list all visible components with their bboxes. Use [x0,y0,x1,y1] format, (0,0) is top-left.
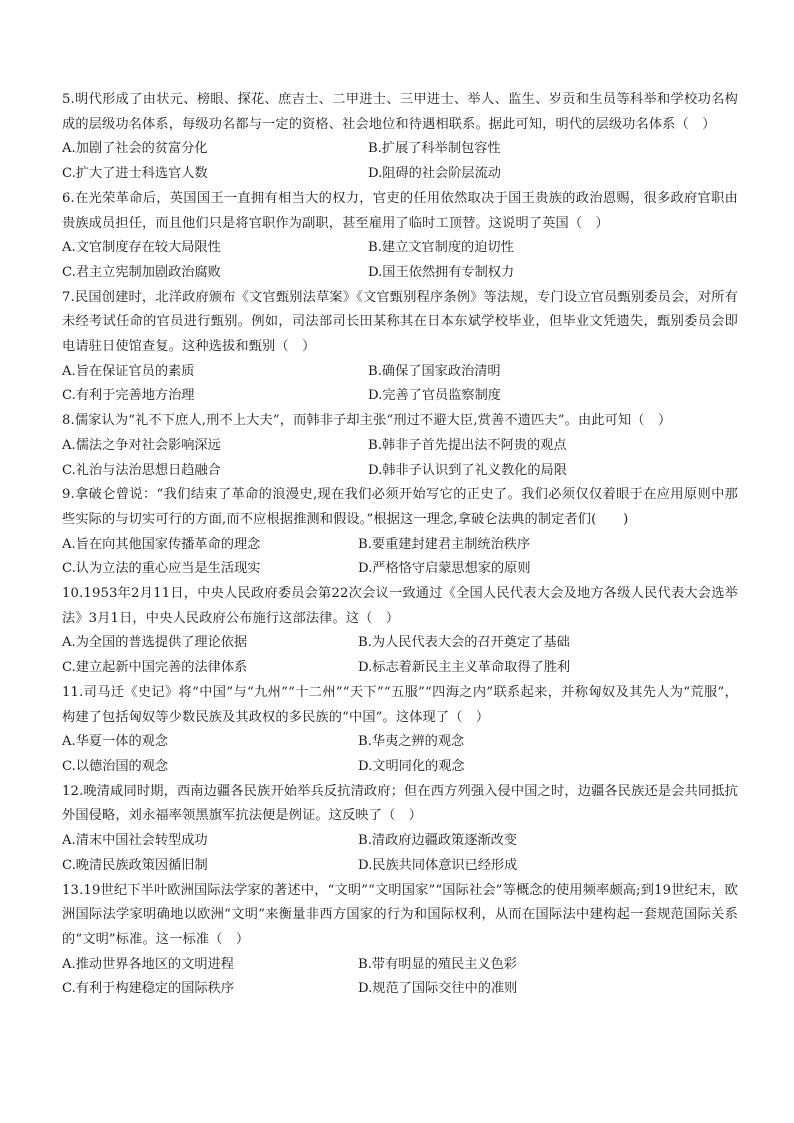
option-c: C.有利于构建稳定的国际秩序 [62,981,235,997]
option-a: A.加剧了社会的贫富分化 [62,141,208,157]
question-stem: 12.晚清咸同时期，西南边疆各民族开始举兵反抗清政府；但在西方列强入侵中国之时，边疆各民族还是会共同抵抗外国侵略，刘永福率领黑旗军抗法便是例证。这反映了（ ） [62,783,738,824]
option-grid [62,953,738,1002]
option-b: B.带有明显的殖民主义色彩 [358,956,517,972]
option-b: B.华夷之辨的观念 [358,734,465,750]
option-c: C.建立起新中国完善的法律体系 [62,660,248,676]
option-d: D.国王依然拥有专制权力 [368,264,515,280]
option-d: D.严格恪守启蒙思想家的原则 [358,561,531,577]
option-c: C.扩大了进士科选官人数 [62,166,208,182]
question-stem: 7.民国创建时，北洋政府颁布《文官甄别法草案》《文官甄别程序条例》等法规，专门设立官员甄别委员会，对所有未经考试任命的官员进行甄别。例如，司法部司长田某称其在日本东斌学校毕业，但毕业文凭遗失，甄别委员会即电请驻日使馆查复。这种选拔和甄别（ ） [62,289,738,355]
option-a: A.华夏一体的观念 [62,734,169,750]
option-c: C.认为立法的重心应当是生活现实 [62,561,261,577]
option-b: B.清政府边疆政策逐渐改变 [358,833,517,849]
option-c: C.晚清民族政策因循旧制 [62,857,208,873]
question-7 [62,286,738,410]
option-grid [62,137,738,186]
question-12 [62,780,738,879]
option-a: A.旨在保证官员的素质 [62,363,195,379]
question-6 [62,187,738,286]
option-b: B.建立文官制度的迫切性 [368,240,514,256]
option-a: A.推动世界各地区的文明进程 [62,956,234,972]
option-grid [62,631,738,680]
question-11 [62,681,738,780]
option-c: C.礼治与法治思想日趋融合 [62,462,221,478]
option-a: A.旨在向其他国家传播革命的理念 [62,536,261,552]
option-d: D.阻碍的社会阶层流动 [368,166,501,182]
question-5 [62,88,738,187]
question-stem: 8.儒家认为“礼不下庶人,刑不上大夫”，而韩非子却主张“刑过不避大臣,赏善不遗匹夫”。由此可知（ ） [62,413,672,429]
option-grid [62,730,738,779]
option-b: B.确保了国家政治清明 [368,363,501,379]
question-stem: 13.19世纪下半叶欧洲国际法学家的著述中，“文明”“文明国家”“国际社会”等概念的使用频率颇高;到19世纪末，欧洲国际法学家明确地以欧洲“文明”来衡量非西方国家的行为和国际权利，从而在国际法中建构起一套规范国际关系的“文明”标准。这一标准（ ） [62,882,738,947]
option-a: A.文官制度存在较大局限性 [62,240,221,256]
question-10 [62,582,738,681]
option-grid [62,829,738,878]
option-grid [62,434,738,483]
question-13 [62,879,738,1003]
option-c: C.以德治国的观念 [62,758,169,774]
option-d: D.韩非子认识到了礼义教化的局限 [368,462,567,478]
option-grid [62,360,738,409]
question-stem: 11.司马迁《史记》将“中国”与“九州”“十二州”“天下”“五服”“四海之内”联系起来，并称匈奴及其先人为“荒服”，构建了包括匈奴等少数民族及其政权的多民族的“中国”。这体现了（ ） [62,684,738,725]
option-b: B.要重建封建君主制统治秩序 [358,536,531,552]
question-stem: 6.在光荣革命后，英国国王一直拥有相当大的权力，官吏的任用依然取决于国王贵族的政治恩赐，很多政府官职由贵族成员担任，而且他们只是将官职作为副职，甚至雇用了临时工顶替。这说明了英国（ ） [62,190,738,231]
question-9 [62,483,738,582]
option-d: D.完善了官员监察制度 [368,388,501,404]
question-stem: 10.1953年2月11日，中央人民政府委员会第22次会议一致通过《全国人民代表大会及地方各级人民代表大会选举法》3月1日，中央人民政府公布施行这部法律。这（ ） [62,586,738,626]
option-c: C.君主立宪制加剧政治腐败 [62,264,221,280]
question-stem: 9.拿破仑曾说：“我们结束了革命的浪漫史,现在我们必须开始写它的正史了。我们必须仅仅着眼于在应用原则中那些实际的与切实可行的方面,而不应根据推测和假设。”根据这一理念,拿破仑法典的制定者们( ) [62,487,738,527]
option-b: B.扩展了科举制包容性 [368,141,501,157]
option-a: A.儒法之争对社会影响深远 [62,437,221,453]
option-a: A.清末中国社会转型成功 [62,833,208,849]
question-stem: 5.明代形成了由状元、榜眼、探花、庶吉士、二甲进士、三甲进士、举人、监生、岁贡和生员等科举和学校功名构成的层级功名体系，每级功名都与一定的资格、社会地位和待遇相联系。据此可知，明代的层级功名体系（ ） [62,92,738,132]
option-grid [62,533,738,582]
option-b: B.为人民代表大会的召开奠定了基础 [358,635,570,651]
option-b: B.韩非子首先提出法不阿贵的观点 [368,437,567,453]
option-c: C.有利于完善地方治理 [62,388,195,404]
option-d: D.民族共同体意识已经形成 [358,857,518,873]
option-d: D.规范了国际交往中的准则 [358,981,518,997]
option-a: A.为全国的普选提供了理论依据 [62,635,248,651]
option-grid [62,236,738,285]
option-d: D.标志着新民主主义革命取得了胜利 [358,660,571,676]
question-8 [62,409,738,483]
exam-page [62,88,738,1002]
option-d: D.文明同化的观念 [358,758,465,774]
